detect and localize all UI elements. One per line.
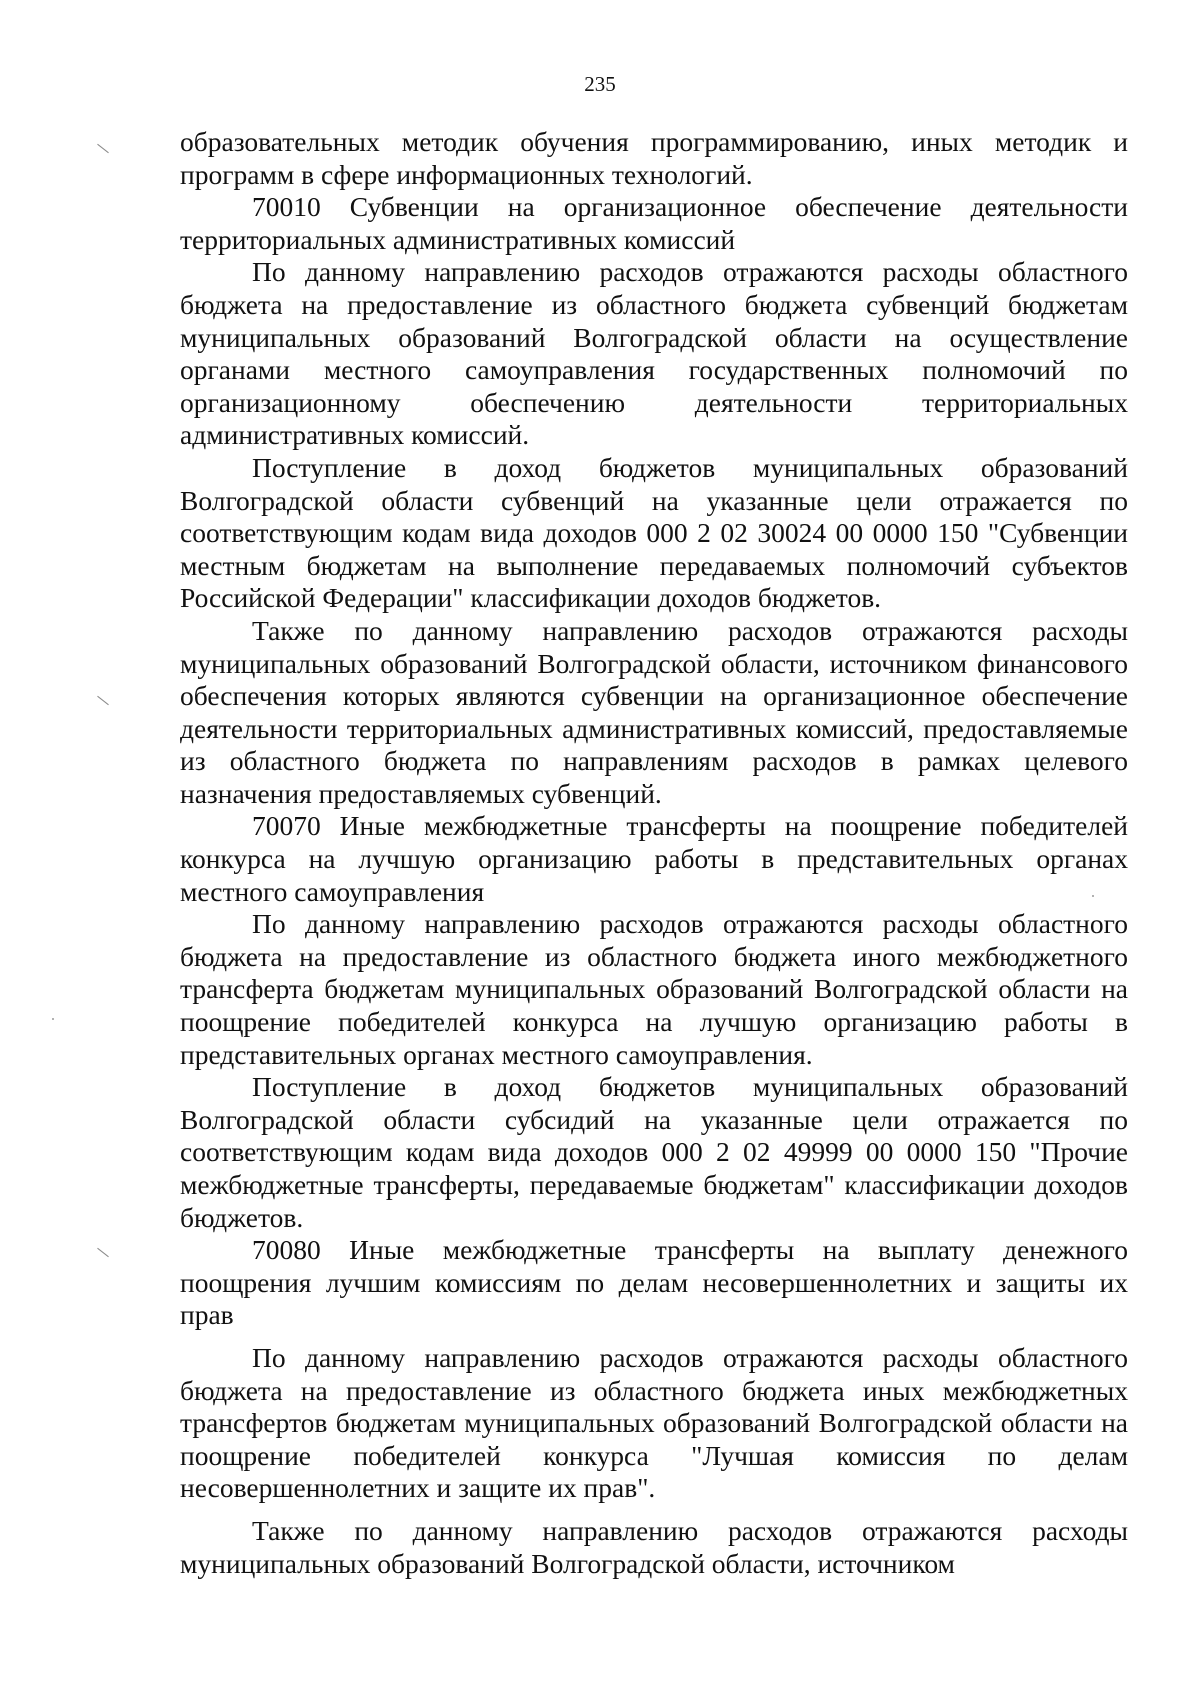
scan-mark [97, 144, 109, 153]
paragraph: Поступление в доход бюджетов муниципальных образований Волгоградской области субсидий на указанные цели отражается по соответствующим кодам вида доходов 000 2 02 49999 00 0000 150 "Прочие межбюджетные трансферты, передаваемые бюджетам" классификации доходов бюджетов. [180, 1071, 1128, 1233]
scan-dot [52, 1018, 54, 1020]
section-heading-70010: 70010 Субвенции на организационное обеспечение деятельности территориальных административных комиссий [180, 191, 1128, 255]
section-heading-70080: 70080 Иные межбюджетные трансферты на выплату денежного поощрения лучшим комиссиям по делам несовершеннолетних и защиты их прав [180, 1234, 1128, 1331]
paragraph: По данному направлению расходов отражаются расходы областного бюджета на предоставление из областного бюджета субвенций бюджетам муниципальных образований Волгоградской области на осуществление органами местного самоуправления государственных полномочий по организационному обеспечению деятельности территориальных административных комиссий. [180, 256, 1128, 451]
scan-mark [97, 696, 109, 705]
section-heading-70070: 70070 Иные межбюджетные трансферты на поощрение победителей конкурса на лучшую организацию работы в представительных органах местного самоуправления [180, 810, 1128, 907]
paragraph-continuation: образовательных методик обучения программированию, иных методик и программ в сфере информационных технологий. [180, 126, 1128, 190]
page-number: 235 [584, 72, 616, 96]
paragraph: По данному направлению расходов отражаются расходы областного бюджета на предоставление из областного бюджета иных межбюджетных трансфертов бюджетам муниципальных образований Волгоградской области на поощрение победителей конкурса "Лучшая комиссия по делам несовершеннолетних и защите их прав". [180, 1341, 1128, 1504]
paragraph: По данному направлению расходов отражаются расходы областного бюджета на предоставление из областного бюджета иного межбюджетного трансферта бюджетам муниципальных образований Волгоградской области на поощрение победителей конкурса на лучшую организацию работы в представительных органах местного самоуправления. [180, 908, 1128, 1070]
paragraph: Также по данному направлению расходов отражаются расходы муниципальных образований Волгоградской области, источником [180, 1514, 1128, 1579]
paragraph: Поступление в доход бюджетов муниципальных образований Волгоградской области субвенций на указанные цели отражается по соответствующим кодам вида доходов 000 2 02 30024 00 0000 150 "Субвенции местным бюджетам на выполнение передаваемых полномочий субъектов Российской Федерации" классификации доходов бюджетов. [180, 451, 1128, 614]
paragraph: Также по данному направлению расходов отражаются расходы муниципальных образований Волгоградской области, источником финансового обеспечения которых являются субвенции на организационное обеспечение деятельности территориальных административных комиссий, предоставляемые из областного бюджета по направлениям расходов в рамках целевого назначения предоставляемых субвенций. [180, 614, 1128, 809]
document-text [180, 126, 1128, 1580]
scan-mark [97, 1248, 109, 1257]
